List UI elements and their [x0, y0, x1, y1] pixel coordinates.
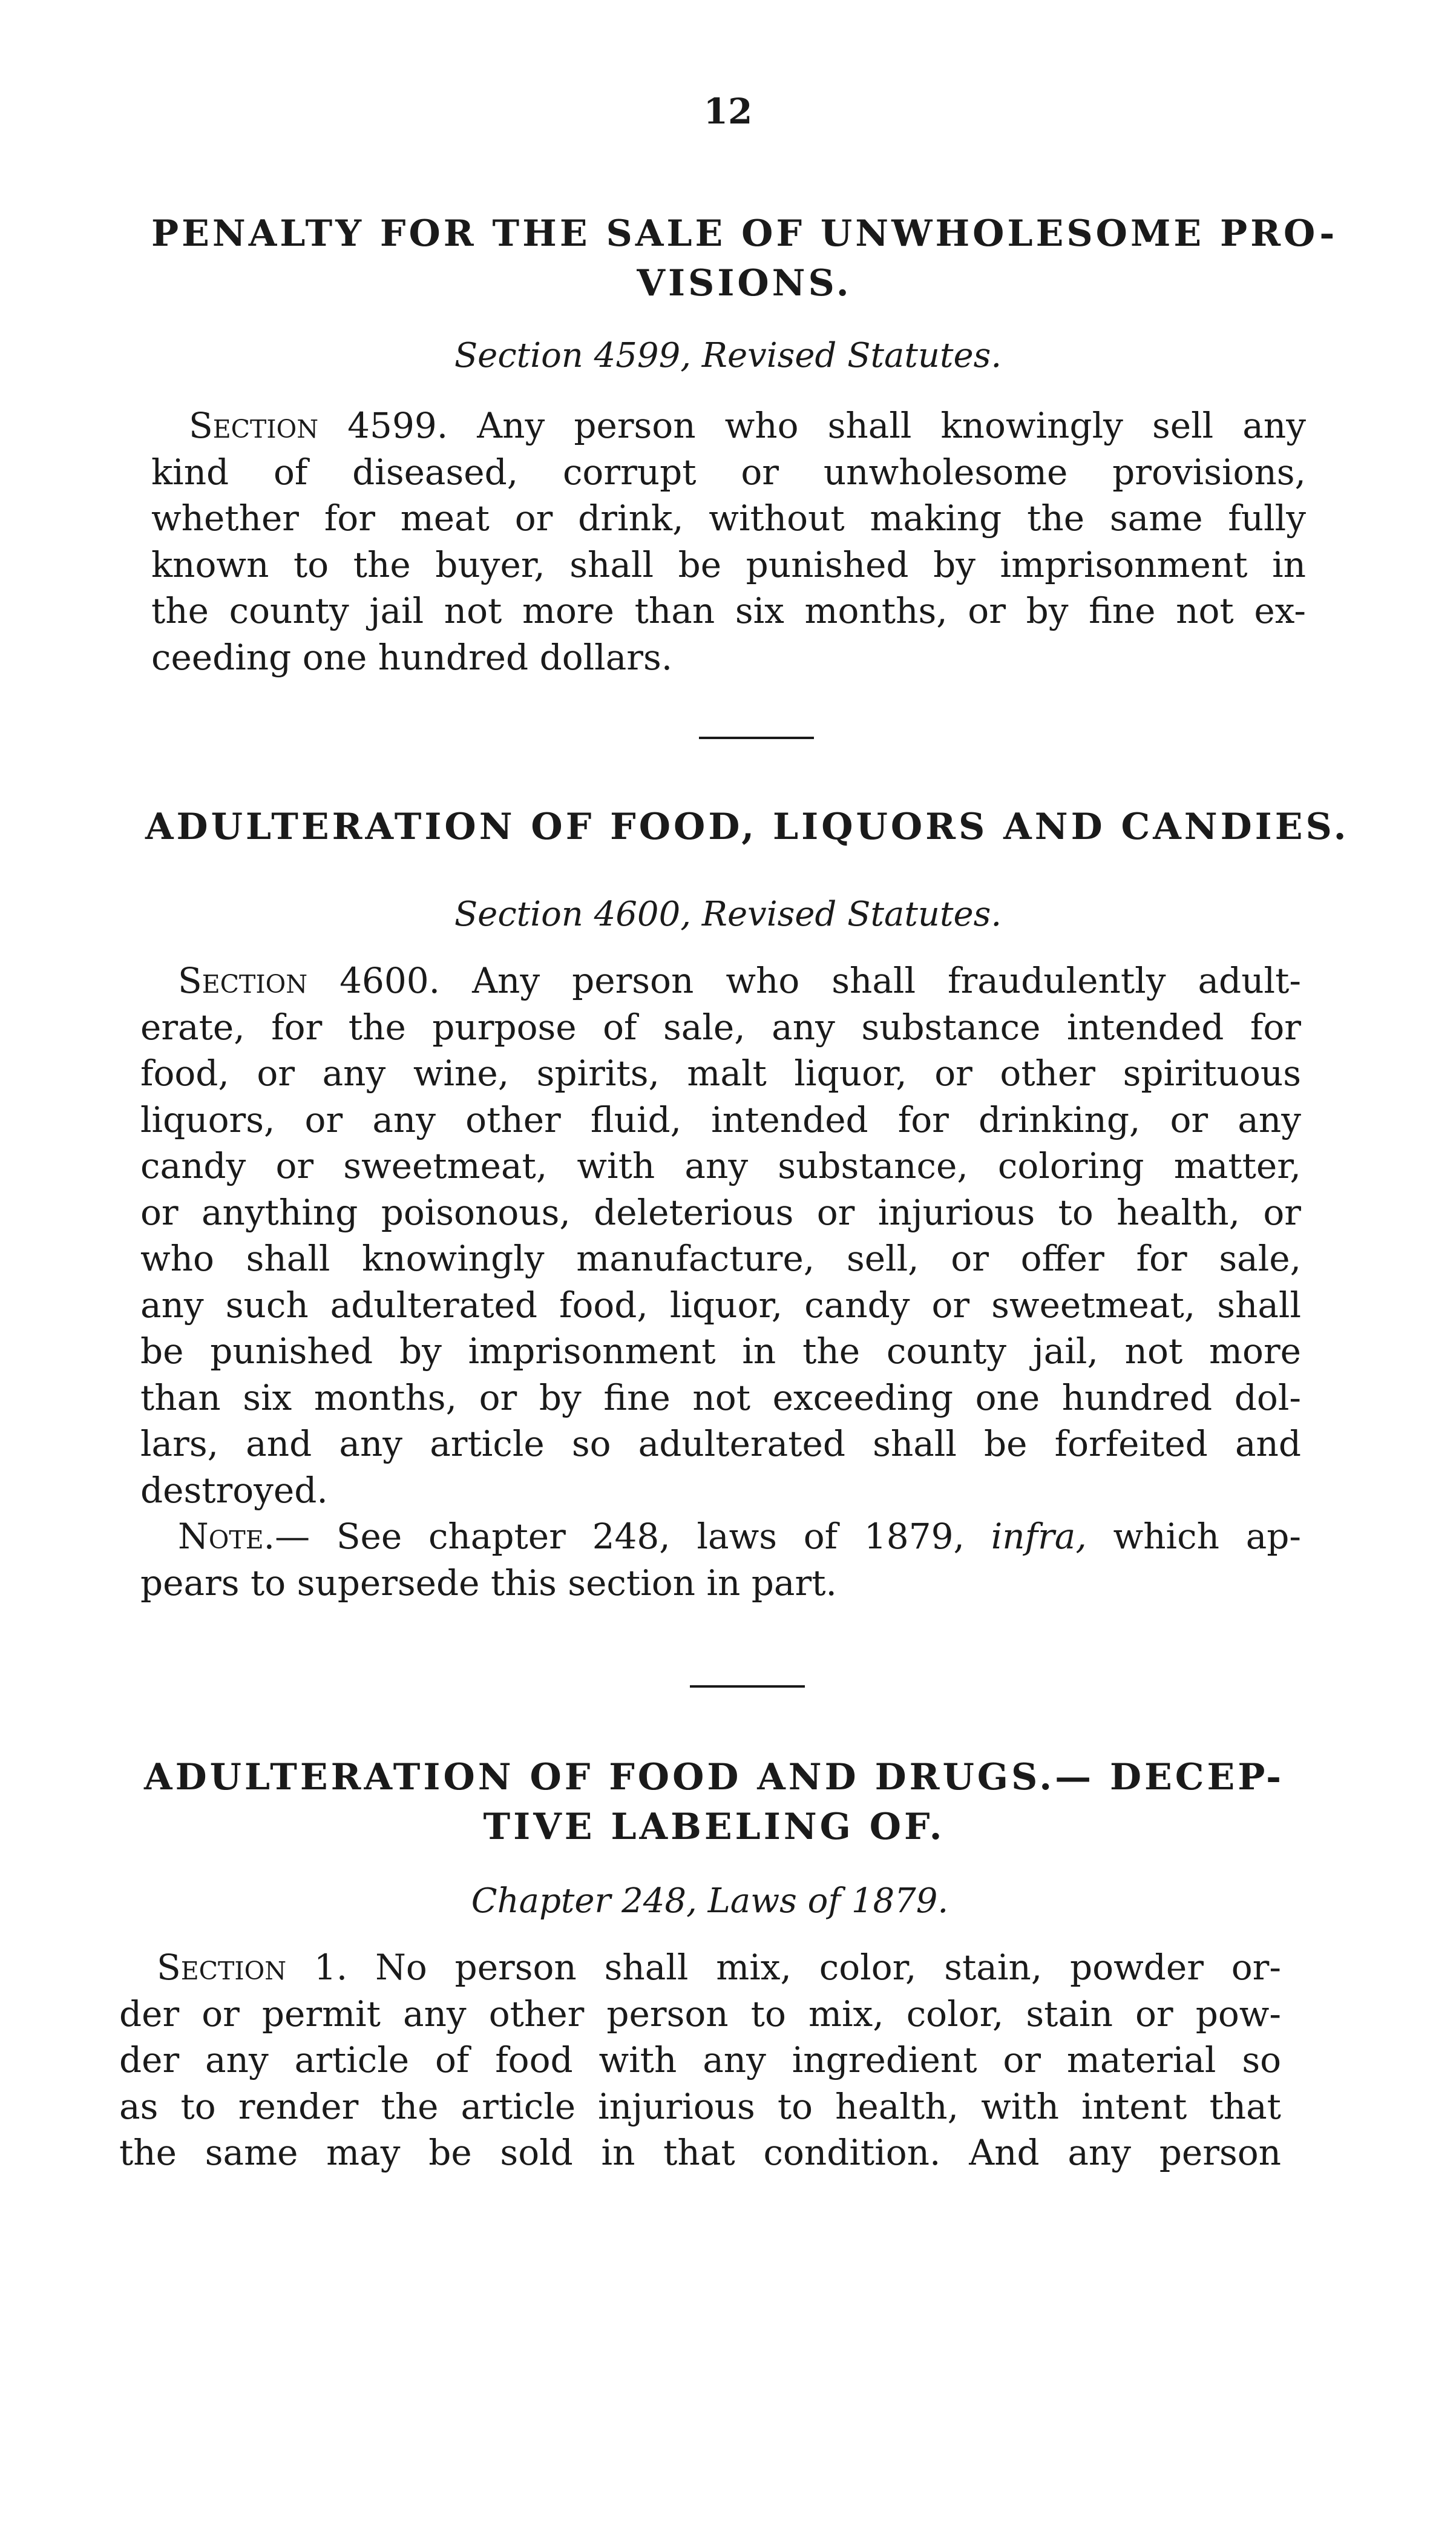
section-4599-citation: Section 4599, Revised Statutes. — [454, 336, 1002, 375]
body-line: known to the buyer, shall be punished by imprisonment in — [151, 544, 1306, 585]
body-line: erate, for the purpose of sale, any substance intended for — [140, 1006, 1301, 1048]
section-divider — [690, 1685, 805, 1688]
note-line — [140, 1513, 1301, 1560]
body-line: be punished by imprisonment in the county jail, not more — [140, 1331, 1301, 1372]
body-line: the county jail not more than six months, or by fine not ex- — [151, 590, 1306, 631]
body-line: the same may be sold in that condition. And any person — [119, 2132, 1281, 2173]
body-line: lars, and any article so adulterated shall be forfeited and — [140, 1423, 1301, 1464]
section-label: Section — [178, 960, 308, 1001]
section-label: Section — [157, 1947, 287, 1988]
line-text: 4599. Any person who shall knowingly sell any — [318, 405, 1306, 446]
body-line: kind of diseased, corrupt or unwholesome provisions, — [151, 451, 1306, 493]
chapter-248-body — [119, 1944, 1281, 2176]
line-text: 1. No person shall mix, color, stain, powder or- — [286, 1947, 1281, 1988]
body-line: der or permit any other person to mix, color, stain or pow- — [119, 1993, 1281, 2034]
heading-line: ADULTERATION OF FOOD, LIQUORS AND CANDIES. — [145, 806, 1349, 848]
chapter-248-heading — [127, 1752, 1301, 1852]
section-label: Section — [189, 405, 319, 446]
section-4600-heading — [145, 802, 1349, 852]
section-4600-body — [140, 958, 1301, 1606]
body-line: as to render the article injurious to health, with intent that — [119, 2085, 1281, 2127]
note-label: Note. — [178, 1516, 275, 1557]
body-line: ceeding one hundred dollars. — [151, 636, 673, 678]
note-text: which ap- — [1086, 1516, 1301, 1557]
note-italic: infra, — [991, 1516, 1087, 1557]
body-line: food, or any wine, spirits, malt liquor, or other spirituous — [140, 1053, 1301, 1094]
page-number: 12 — [703, 91, 753, 132]
body-line — [119, 1944, 1281, 1991]
body-line: liquors, or any other fluid, intended for drinking, or any — [140, 1099, 1301, 1140]
heading-line: VISIONS. — [637, 262, 852, 304]
body-line: candy or sweetmeat, with any substance, coloring matter, — [140, 1145, 1301, 1186]
body-line: or anything poisonous, deleterious or injurious to health, or — [140, 1191, 1301, 1233]
section-4599-body — [151, 403, 1306, 680]
body-line — [140, 958, 1301, 1004]
section-divider — [699, 737, 814, 739]
chapter-248-citation: Chapter 248, Laws of 1879. — [471, 1881, 949, 1921]
body-line: any such adulterated food, liquor, candy or sweetmeat, shall — [140, 1284, 1301, 1326]
body-line: whether for meat or drink, without making the same fully — [151, 498, 1306, 539]
section-4599-heading — [151, 209, 1337, 308]
body-line: der any article of food with any ingredient or material so — [119, 2039, 1281, 2081]
heading-line: TIVE LABELING OF. — [483, 1806, 945, 1848]
line-text: 4600. Any person who shall fraudulently adult- — [307, 960, 1301, 1001]
heading-line: PENALTY FOR THE SALE OF UNWHOLESOME PRO- — [151, 212, 1338, 255]
body-line: than six months, or by fine not exceeding one hundred dol- — [140, 1377, 1301, 1418]
body-line: destroyed. — [140, 1469, 328, 1511]
section-4600-citation: Section 4600, Revised Statutes. — [454, 895, 1002, 934]
heading-line: ADULTERATION OF FOOD AND DRUGS.— DECEP- — [144, 1756, 1284, 1798]
body-line: who shall knowingly manufacture, sell, or offer for sale, — [140, 1238, 1301, 1279]
body-line — [151, 403, 1306, 449]
note-line: pears to supersede this section in part. — [140, 1562, 837, 1604]
note-text: — See chapter 248, laws of 1879, — [275, 1516, 991, 1557]
